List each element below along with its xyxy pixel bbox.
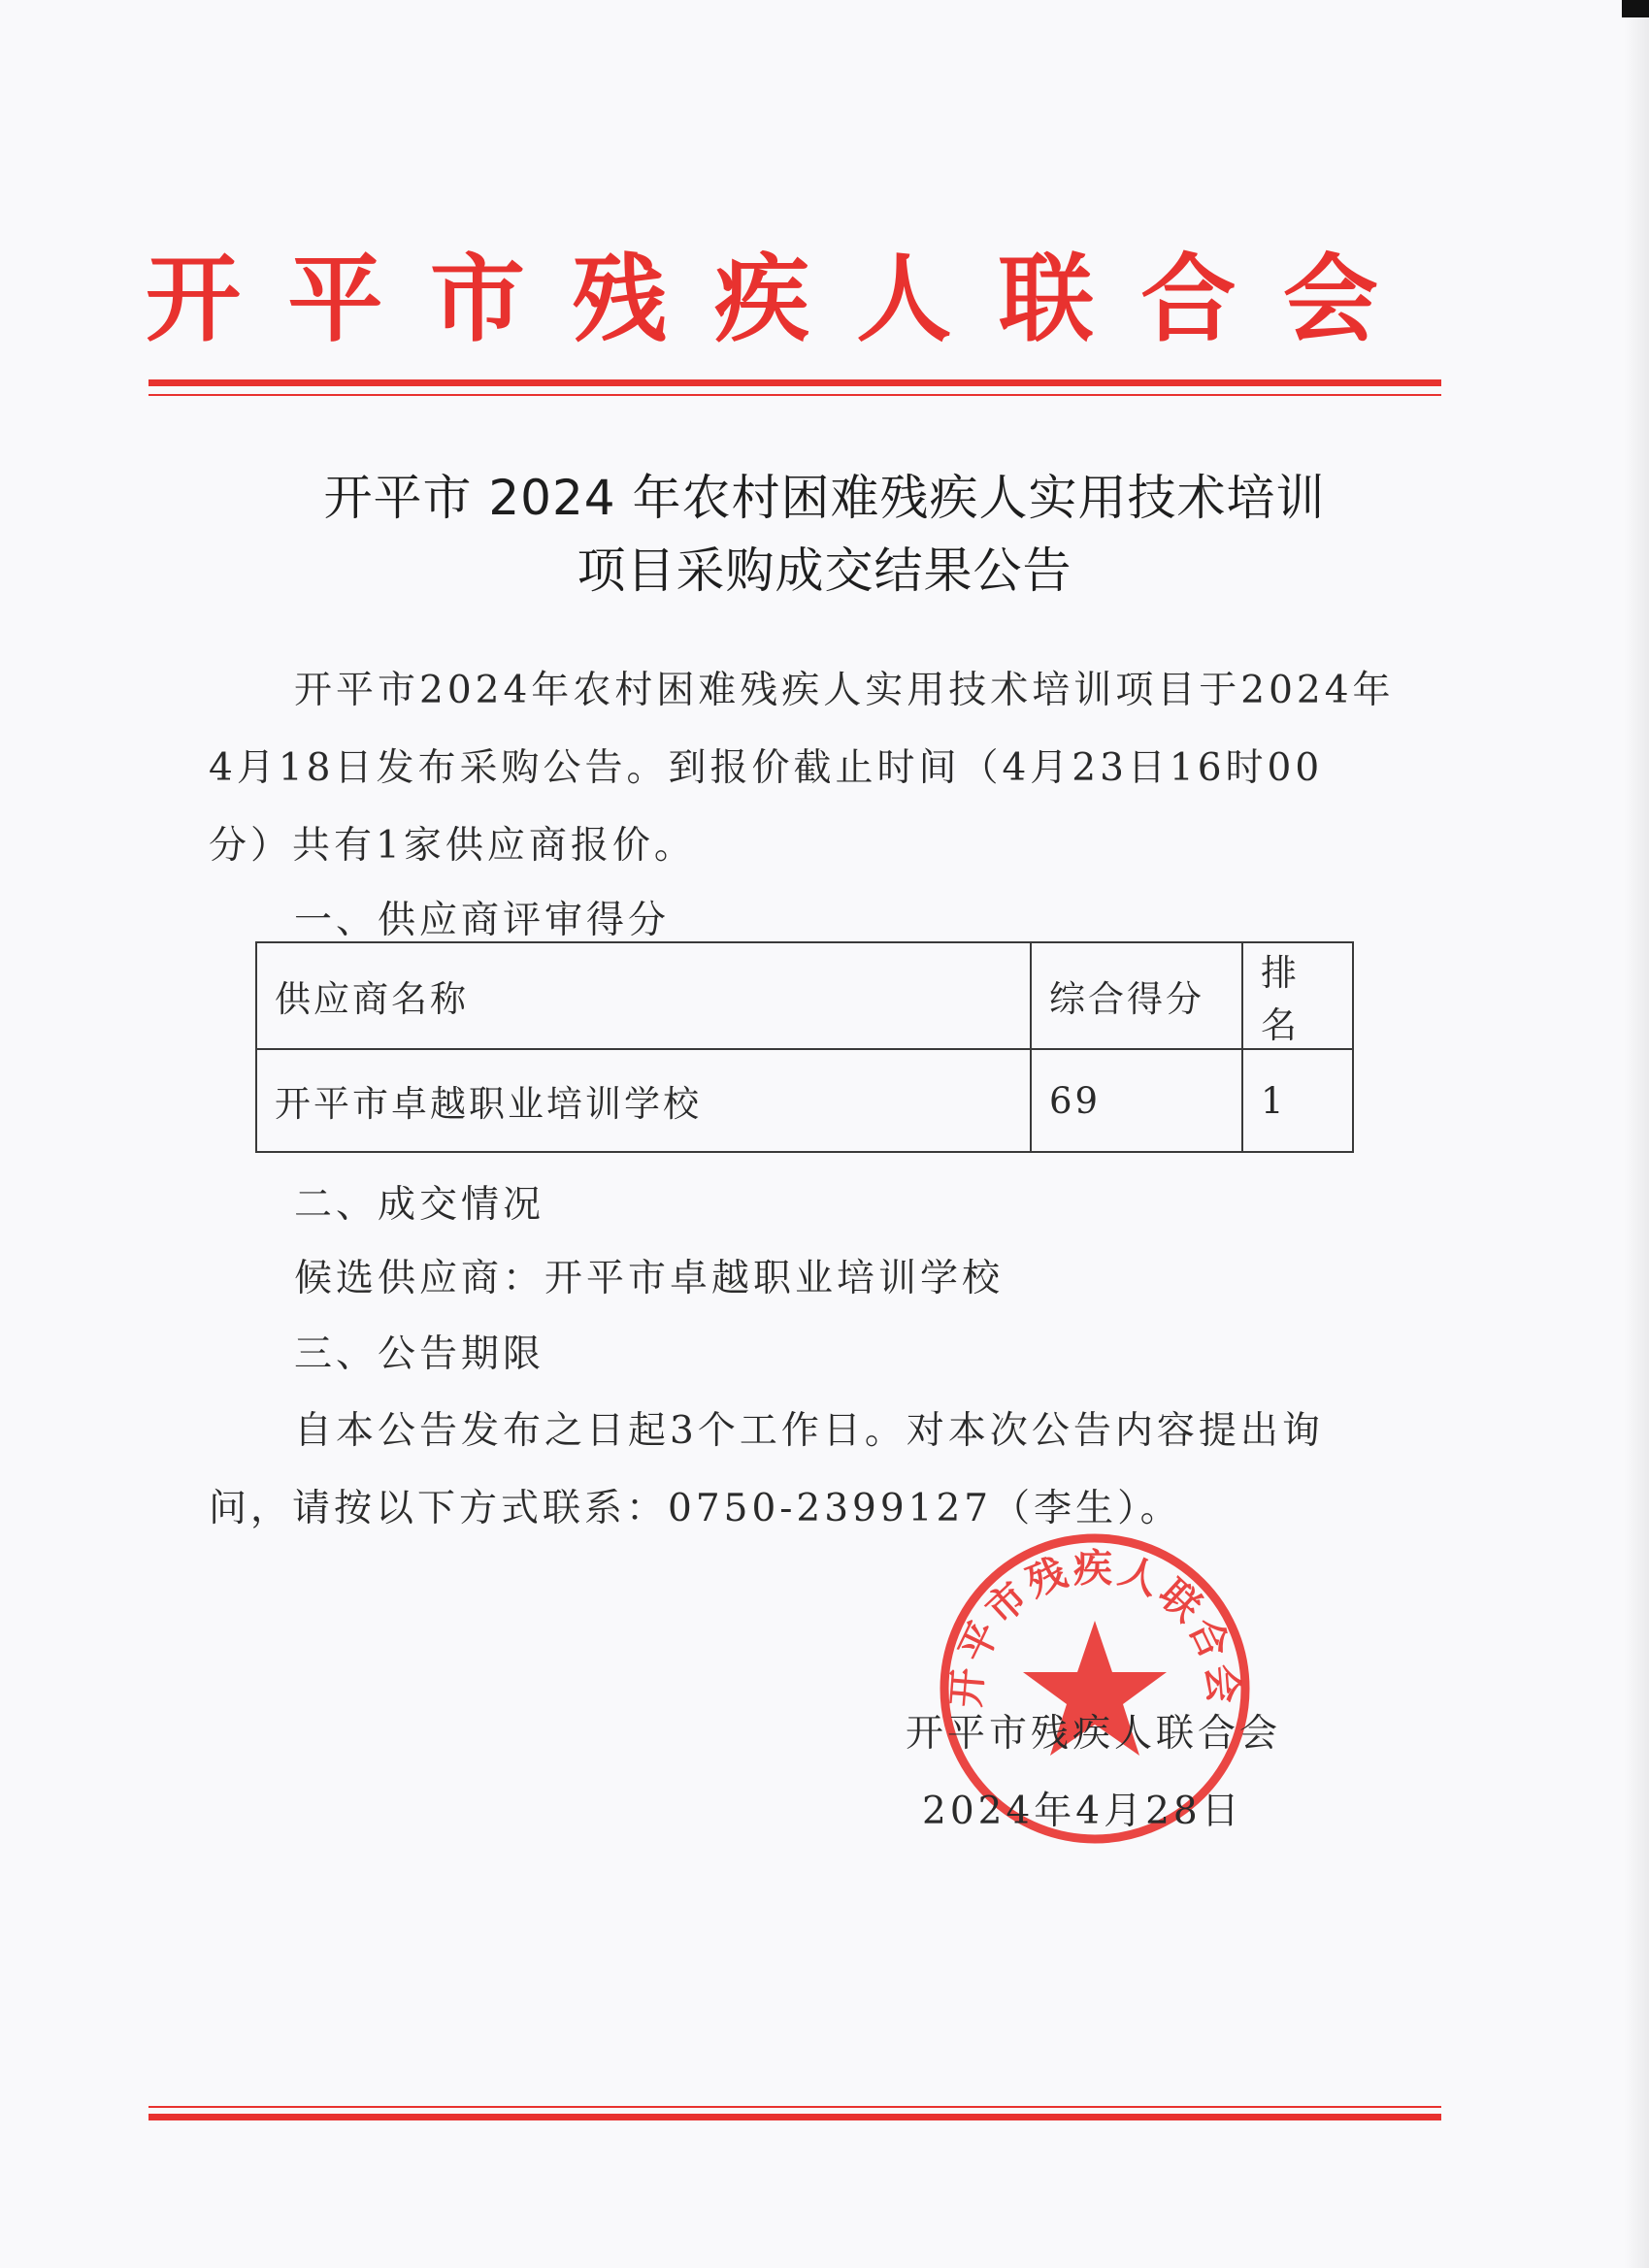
letterhead-char: 残 [572, 243, 668, 355]
letterhead-char: 人 [856, 243, 952, 355]
page-edge-shadow [1624, 0, 1649, 2268]
section-1-heading: 一、供应商评审得分 [294, 899, 671, 942]
cell-total-score: 69 [1031, 1049, 1242, 1152]
letterhead-char: 合 [1140, 243, 1237, 355]
notice-text-line-1: 自本公告发布之日起3个工作日。对本次公告内容提出询 [294, 1409, 1324, 1453]
header-red-rule-thick [148, 379, 1441, 386]
candidate-supplier-text: 候选供应商：开平市卓越职业培训学校 [294, 1257, 1005, 1300]
document-title-line-1: 开平市 2024 年农村困难残疾人实用技术培训 [323, 470, 1326, 526]
supplier-score-table [255, 941, 1354, 1153]
header-red-rule-thin [148, 394, 1441, 396]
letterhead-char: 平 [287, 243, 383, 355]
table-header-row [256, 942, 1353, 1049]
letterhead-char: 市 [429, 243, 525, 355]
intro-text-line-3: 分）共有1家供应商报价。 [209, 824, 696, 868]
intro-text-line-2: 4月18日发布采购公告。到报价截止时间（4月23日16时00 [209, 746, 1324, 790]
section-2-heading: 二、成交情况 [294, 1183, 545, 1227]
header-total-score: 综合得分 [1031, 942, 1242, 1049]
letterhead-char: 会 [1282, 243, 1378, 355]
section-3-heading: 三、公告期限 [294, 1332, 545, 1376]
footer-red-rule-thick [148, 2114, 1441, 2120]
intro-text-line-1: 开平市2024年农村困难残疾人实用技术培训项目于2024年 [294, 669, 1395, 712]
seal-text: 开平市残疾人联合会 [942, 1545, 1247, 1709]
cell-rank: 1 [1242, 1049, 1353, 1152]
header-rank: 排名 [1242, 942, 1353, 1049]
table-row [256, 1049, 1353, 1152]
footer-red-rule-thin [148, 2106, 1441, 2108]
document-title-line-2: 项目采购成交结果公告 [577, 542, 1072, 599]
letterhead-char: 联 [998, 243, 1094, 355]
organization-letterhead [146, 233, 1378, 355]
letterhead-char: 开 [146, 243, 242, 355]
scan-corner-mark [1622, 0, 1649, 17]
letterhead-char: 疾 [713, 243, 809, 355]
cell-supplier-name: 开平市卓越职业培训学校 [256, 1049, 1031, 1152]
header-supplier-name: 供应商名称 [256, 942, 1031, 1049]
notice-text-line-2: 问，请按以下方式联系：0750-2399127（李生）。 [209, 1487, 1182, 1530]
signature-date: 2024年4月28日 [922, 1790, 1243, 1833]
signature-organization: 开平市残疾人联合会 [906, 1712, 1282, 1756]
